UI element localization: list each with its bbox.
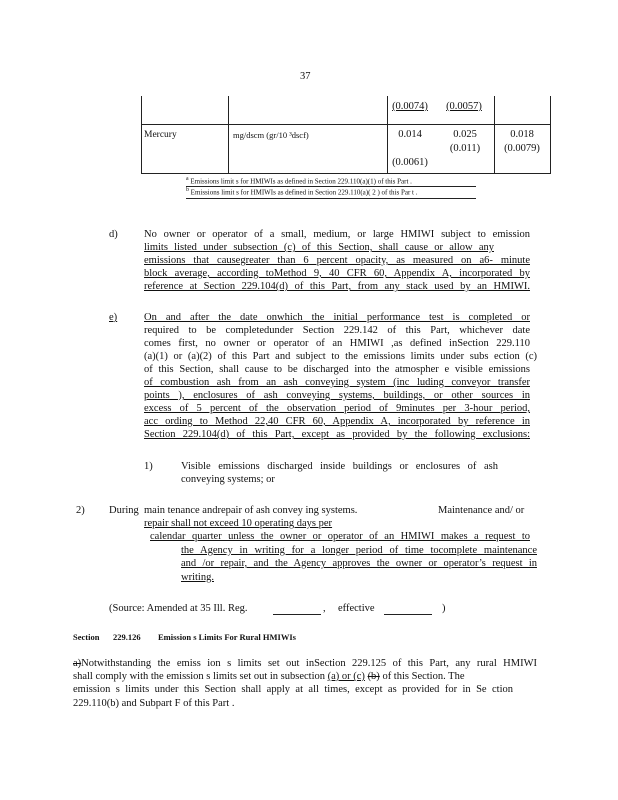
para-d-line-2: limits listed under subsection (c) of this Section, shall cause or allow any bbox=[144, 242, 494, 253]
para-e-line-1: On and after the date onwhich the initial performance test is completed or bbox=[144, 312, 530, 323]
final-para-line-2-deleted: (b) bbox=[367, 671, 380, 682]
final-para-line-3: emission s limits under this Section shall apply at all times, except as provided for in Se ction bbox=[73, 684, 513, 695]
item-2-line-2: repair shall not exceed 10 operating days per bbox=[144, 518, 333, 529]
final-para-line-2 bbox=[73, 671, 464, 682]
footnote-underline-b bbox=[186, 198, 476, 199]
item-1-line-1: Visible emissions discharged inside buildings or enclosures of ash bbox=[181, 461, 498, 472]
para-d-label: d) bbox=[109, 229, 118, 240]
para-e-line-6: of combustion ash from an ash conveying system (inc luding conveyor transfer bbox=[144, 377, 530, 388]
item-2-line-1a: main tenance andrepair of ash convey ing systems. bbox=[144, 505, 358, 516]
footnote-b-text: Emissions limit s for HMIWIs as defined in Section 229.110(a)( 2 ) of this Par t . bbox=[190, 188, 418, 197]
table-row2-col4-top: 0.025 bbox=[453, 129, 477, 140]
final-para-line-1 bbox=[73, 658, 537, 669]
table-row2-col4-bottom: (0.011) bbox=[449, 143, 481, 154]
footnote-a bbox=[186, 176, 412, 185]
para-e-line-9: acc ording to Method 22,40 CFR 60, Appendix A, incorporated by reference in bbox=[144, 416, 530, 427]
table-row2-col5-top: 0.018 bbox=[510, 129, 534, 140]
item-2-line-4: the Agency in writing for a longer period of time tocomplete maintenance bbox=[181, 545, 537, 556]
para-d-line-3: emissions that causegreater than 6 percent opacity, as measured on a6- minute bbox=[144, 255, 530, 266]
source-blank-effective bbox=[384, 614, 432, 615]
table-border-left bbox=[141, 96, 142, 174]
table-row1-col3: (0.0074) bbox=[392, 101, 428, 112]
item-2-line-1b: Maintenance and/ or bbox=[438, 505, 525, 516]
table-border-col4 bbox=[494, 96, 495, 174]
final-para-line-2-b: of this Section. The bbox=[379, 671, 465, 682]
item-2-lead: During bbox=[109, 505, 139, 516]
para-e-line-7: points ), enclosures of ash conveying systems, buildings, or other sources in bbox=[144, 390, 530, 401]
item-2-line-3: calendar quarter unless the owner or operator of an HMIWI makes a request to bbox=[150, 531, 530, 542]
item-2-line-5: and /or repair, and the Agency approves the owner or operator’s request in bbox=[181, 558, 537, 569]
para-e-line-8: excess of 5 percent of the observation period of 9minutes per 3-hour period, bbox=[144, 403, 530, 414]
footnote-b bbox=[186, 187, 418, 196]
footnote-a-marker: a bbox=[186, 176, 189, 182]
source-note-prefix: (Source: Amended at 35 Ill. Reg. bbox=[109, 603, 248, 614]
item-1-line-2: conveying systems; or bbox=[181, 474, 275, 485]
para-e-line-3: comes first, no owner or operator of an HMIWI ,as defined inSection 229.110 bbox=[144, 338, 530, 349]
footnote-a-text: Emissions limit s for HMIWIs as defined in Section 229.110(a)(1) of this Part . bbox=[190, 177, 412, 186]
para-e-label: e) bbox=[109, 312, 118, 323]
final-para-deleted-prefix: a) bbox=[73, 658, 82, 669]
final-para-line-2-inserted: (a) or (c) bbox=[327, 671, 365, 682]
final-para-line-1-text: Notwithstanding the emiss ion s limits set out inSection 229.125 of this Part, any rural HMIWI bbox=[81, 658, 537, 669]
table-border-bottom bbox=[141, 173, 551, 174]
table-border-col2 bbox=[228, 96, 229, 174]
table-border-col3 bbox=[387, 96, 388, 174]
item-2-line-6: writing. bbox=[181, 572, 214, 583]
para-d-line-1: No owner or operator of a small, medium, or large HMIWI subject to emission bbox=[144, 229, 530, 240]
para-d-line-5: reference at Section 229.104(d) of this Part, from any stack used by an HMIWI. bbox=[144, 281, 530, 292]
section-heading-title: Emission s Limits For Rural HMIWIs bbox=[158, 632, 296, 642]
table-row-divider bbox=[141, 124, 551, 125]
source-effective-label: effective bbox=[338, 603, 375, 614]
table-row2-col3-top: 0.014 bbox=[398, 129, 422, 140]
table-border-right bbox=[550, 96, 551, 174]
source-close-paren: ) bbox=[442, 603, 446, 614]
table-units: mg/dscm (gr/10 ³dscf) bbox=[233, 130, 309, 140]
footnote-b-marker: b bbox=[186, 187, 189, 193]
table-pollutant-mercury: Mercury bbox=[144, 130, 177, 140]
para-e-line-2: required to be completedunder Section 229.142 of this Part, whichever date bbox=[144, 325, 530, 336]
table-row2-col3-bottom: (0.0061) bbox=[392, 157, 428, 168]
item-2-label: 2) bbox=[76, 505, 85, 516]
para-d-line-4: block average, according toMethod 9, 40 CFR 60, Appendix A, incorporated by bbox=[144, 268, 530, 279]
section-heading-label: Section bbox=[73, 632, 100, 642]
item-1-label: 1) bbox=[144, 461, 153, 472]
source-blank-register bbox=[273, 614, 321, 615]
source-comma: , bbox=[323, 603, 326, 614]
final-para-line-4: 229.110(b) and Subpart F of this Part . bbox=[73, 698, 235, 709]
para-e-line-5: of this Section, shall cause to be discharged into the atmospher e visible emissions bbox=[144, 364, 530, 375]
table-row2-col5-bottom: (0.0079) bbox=[504, 143, 540, 154]
table-row1-col4: (0.0057) bbox=[446, 101, 482, 112]
section-heading-number: 229.126 bbox=[113, 632, 141, 642]
para-e-line-4: (a)(1) or (a)(2) of this Part and subject to the emissions limits under subs ection (c) bbox=[144, 351, 537, 362]
page-number: 37 bbox=[300, 71, 311, 82]
para-e-line-10: Section 229.104(d) of this Part, except as provided by the following exclusions: bbox=[144, 429, 530, 440]
final-para-line-2-a: shall comply with the emission s limits set out in subsection bbox=[73, 671, 328, 682]
